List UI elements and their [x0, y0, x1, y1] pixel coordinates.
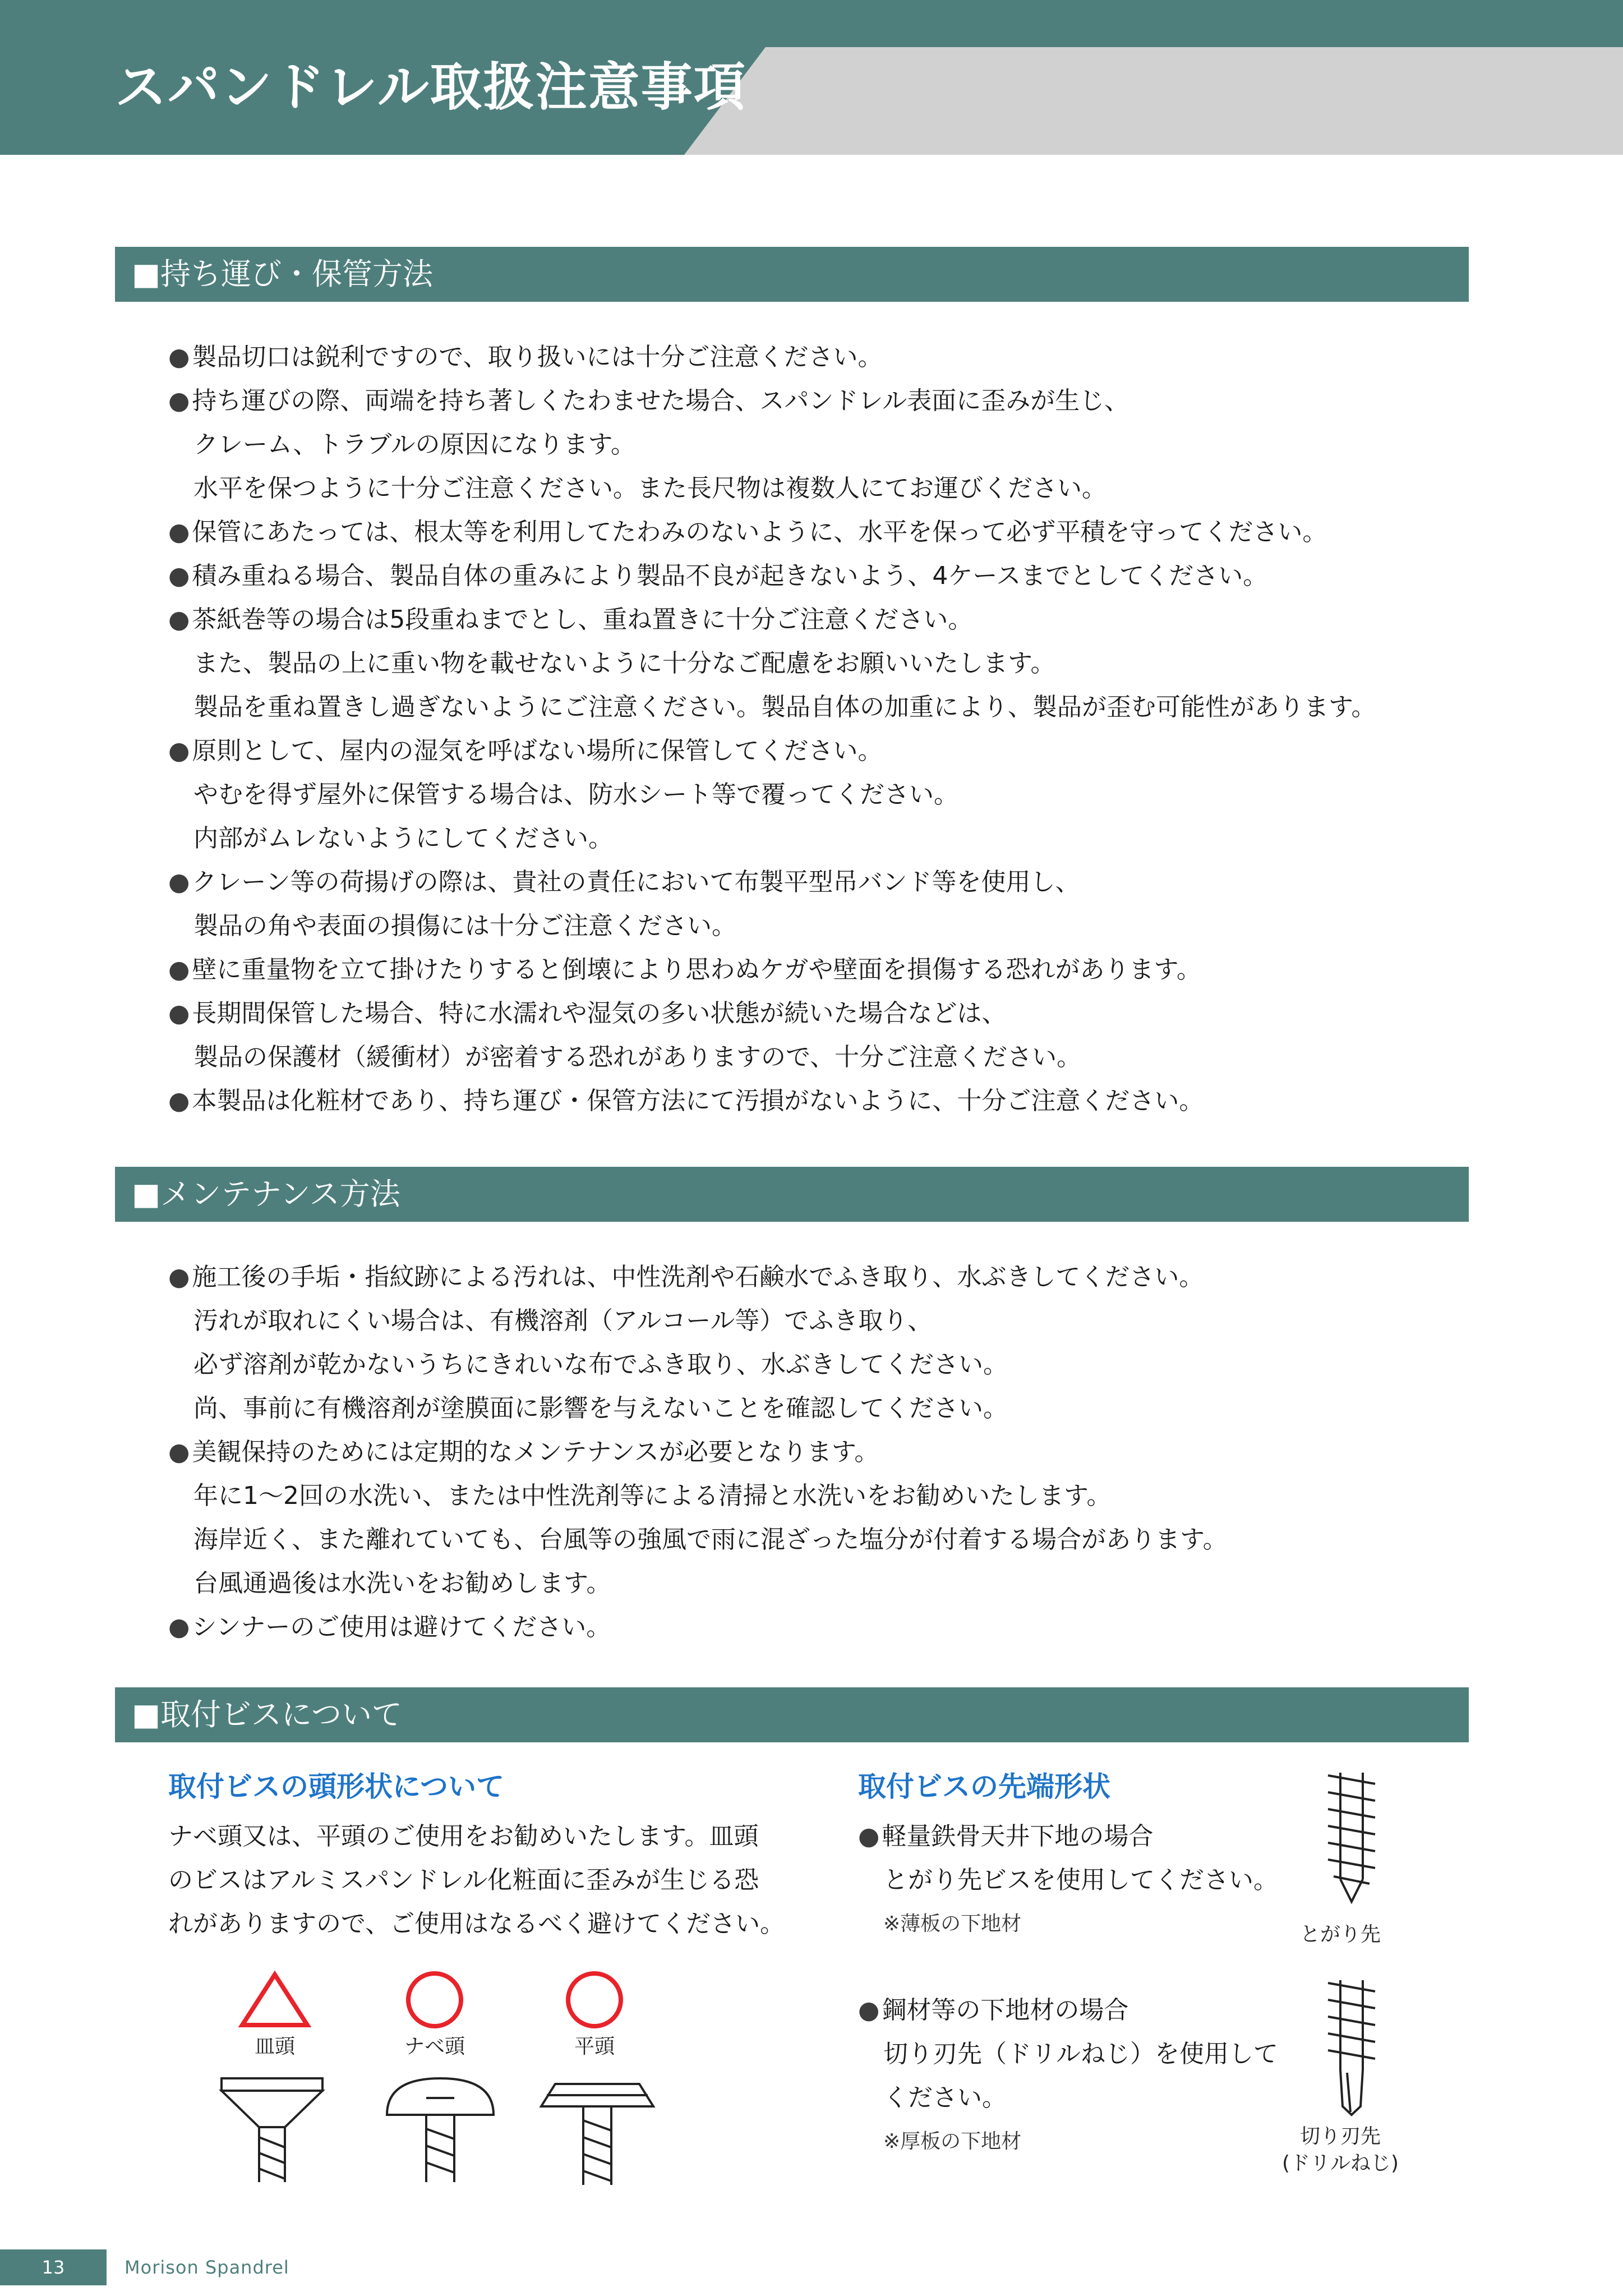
- circle-mark-icon: [564, 1969, 625, 2031]
- bullet-icon: ●: [168, 562, 190, 590]
- screw-tip-subtitle: 取付ビスの先端形状: [858, 1770, 1110, 1803]
- list-item: [168, 379, 1376, 510]
- text-line: 水平を保つように十分ご注意ください。また長尺物は複数人にてお運びください。: [193, 474, 1106, 503]
- screw-head-text: [168, 1815, 785, 1946]
- pointed-tip-screw-icon: [1318, 1767, 1385, 1907]
- text-line: ●シンナーのご使用は避けてください。: [168, 1613, 611, 1641]
- text-line: 製品の保護材（緩衝材）が密着する恐れがありますので、十分ご注意ください。: [193, 1043, 1082, 1071]
- bullet-icon: ●: [168, 1438, 190, 1466]
- flat-head-screw-icon: [538, 2081, 656, 2191]
- note-text: ※薄板の下地材: [883, 1912, 1022, 1935]
- page-number: 13: [0, 2249, 107, 2285]
- bullet-icon: ●: [168, 1613, 190, 1641]
- drill-tip-screw-icon: [1318, 1975, 1385, 2120]
- section-title-carry: ■持ち運び・保管方法: [115, 247, 1469, 302]
- head-label-countersunk: 皿頭: [254, 2035, 295, 2058]
- text-line: とがり先ビスを使用してください。: [883, 1866, 1278, 1894]
- text-line: 台風通過後は水洗いをお勧めします。: [193, 1569, 611, 1598]
- list-item: [168, 510, 1376, 554]
- text-line: 内部がムレないようにしてください。: [193, 824, 613, 853]
- text-line: また、製品の上に重い物を載せないように十分なご配慮をお願いいたします。: [193, 649, 1055, 678]
- text-line: 製品を重ね置きし過ぎないようにご注意ください。製品自体の加重により、製品が歪む可能性があります。: [193, 693, 1376, 721]
- text-line: ●施工後の手垢・指紋跡による汚れは、中性洗剤や石鹸水でふき取り、水ぶきしてください。: [168, 1263, 1204, 1291]
- caption-line: (ドリルねじ): [1281, 2152, 1399, 2175]
- list-item: [168, 1255, 1228, 1430]
- circle-mark-icon: [404, 1969, 465, 2031]
- screw-head-subtitle: 取付ビスの頭形状について: [168, 1770, 504, 1803]
- text-line: 必ず溶剤が乾かないうちにきれいな布でふき取り、水ぶきしてください。: [193, 1350, 1008, 1379]
- list-item: [168, 729, 1376, 861]
- text-line: 年に1～2回の水洗い、または中性洗剤等による清掃と水洗いをお勧めいたします。: [193, 1481, 1112, 1510]
- text-line: ●鋼材等の下地材の場合: [858, 1996, 1129, 2024]
- pan-head-screw-icon: [381, 2073, 499, 2191]
- header-accent: [684, 47, 1623, 155]
- caption-drill-tip: [1273, 2123, 1408, 2177]
- text-line: のビスはアルミスパンドレル化粧面に歪みが生じる恐: [168, 1866, 759, 1894]
- text-line: れがありますので、ご使用はなるべく避けてください。: [168, 1910, 785, 1938]
- text-line: ●長期間保管した場合、特に水濡れや湿気の多い状態が続いた場合などは、: [168, 999, 1007, 1028]
- text-line: 切り刃先（ドリルねじ）を使用して: [883, 2040, 1278, 2068]
- text-line: ください。: [883, 2083, 1007, 2112]
- bullet-icon: ●: [168, 518, 190, 546]
- text-line: ●美観保持のためには定期的なメンテナンスが必要となります。: [168, 1438, 879, 1466]
- bullet-icon: ●: [168, 955, 190, 984]
- bullet-icon: ●: [168, 605, 190, 634]
- text-line: クレーム、トラブルの原因になります。: [193, 430, 636, 459]
- bullet-icon: ●: [168, 868, 190, 896]
- carry-list: [168, 335, 1376, 1123]
- caption-line: 切り刃先: [1299, 2125, 1381, 2148]
- text-line: ●原則として、屋内の湿気を呼ばない場所に保管してください。: [168, 737, 883, 765]
- bullet-icon: ●: [168, 343, 190, 371]
- bullet-icon: ●: [168, 386, 190, 415]
- footer-brand: Morison Spandrel: [125, 2257, 289, 2278]
- maintenance-list: [168, 1255, 1228, 1649]
- text-line: ●持ち運びの際、両端を持ち著しくたわませた場合、スパンドレル表面に歪みが生じ、: [168, 386, 1129, 415]
- list-item: [168, 861, 1376, 948]
- text-line: 汚れが取れにくい場合は、有機溶剤（アルコール等）でふき取り、: [193, 1306, 933, 1335]
- list-item: [168, 1079, 1376, 1123]
- list-item: [168, 554, 1376, 598]
- text-line: ●茶紙巻等の場合は5段重ねまでとし、重ね置きに十分ご注意ください。: [168, 605, 973, 634]
- text-line: ●保管にあたっては、根太等を利用してたわみのないように、水平を保って必ず平積を守ってください。: [168, 518, 1327, 546]
- text-line: 海岸近く、また離れていても、台風等の強風で雨に混ざった塩分が付着する場合があります。: [193, 1525, 1228, 1554]
- list-item: [168, 1605, 1228, 1649]
- triangle-mark-icon: [236, 1969, 314, 2031]
- countersunk-screw-icon: [219, 2076, 325, 2188]
- caption-pointed-tip: とがり先: [1299, 1923, 1381, 1946]
- head-label-pan: ナベ頭: [404, 2035, 465, 2058]
- text-line: ●壁に重量物を立て掛けたりすると倒壊により思わぬケガや壁面を損傷する恐れがあります。: [168, 955, 1202, 984]
- head-label-flat: 平頭: [574, 2035, 615, 2058]
- list-item: [168, 335, 1376, 379]
- tip-case-thin: [858, 1815, 1278, 1946]
- text-line: ●製品切口は鋭利ですので、取り扱いには十分ご注意ください。: [168, 343, 883, 371]
- list-item: [168, 992, 1376, 1079]
- text-line: ●積み重ねる場合、製品自体の重みにより製品不良が起きないよう、4ケースまでとしてください。: [168, 562, 1268, 590]
- text-line: 尚、事前に有機溶剤が塗膜面に影響を与えないことを確認してください。: [193, 1394, 1008, 1423]
- bullet-icon: ●: [168, 1263, 190, 1291]
- text-line: ナベ頭又は、平頭のご使用をお勧めいたします。皿頭: [168, 1822, 759, 1851]
- page-title: スパンドレル取扱注意事項: [115, 57, 746, 117]
- tip-case-thick: [858, 1989, 1278, 2164]
- section-title-maintenance: ■メンテナンス方法: [115, 1167, 1469, 1222]
- text-line: ●本製品は化粧材であり、持ち運び・保管方法にて汚損がないように、十分ご注意ください。: [168, 1087, 1204, 1115]
- text-line: ●クレーン等の荷揚げの際は、貴社の責任において布製平型吊バンド等を使用し、: [168, 868, 1080, 896]
- bullet-icon: ●: [168, 999, 190, 1028]
- note-text: ※厚板の下地材: [883, 2130, 1022, 2153]
- text-line: 製品の角や表面の損傷には十分ご注意ください。: [193, 912, 736, 940]
- list-item: [168, 598, 1376, 729]
- list-item: [168, 1430, 1228, 1605]
- bullet-icon: ●: [168, 1087, 190, 1115]
- section-title-screws: ■取付ビスについて: [115, 1687, 1469, 1742]
- text-line: やむを得ず屋外に保管する場合は、防水シート等で覆ってください。: [193, 780, 958, 809]
- bullet-icon: ●: [168, 737, 190, 765]
- text-line: ●軽量鉄骨天井下地の場合: [858, 1822, 1154, 1851]
- list-item: [168, 948, 1376, 992]
